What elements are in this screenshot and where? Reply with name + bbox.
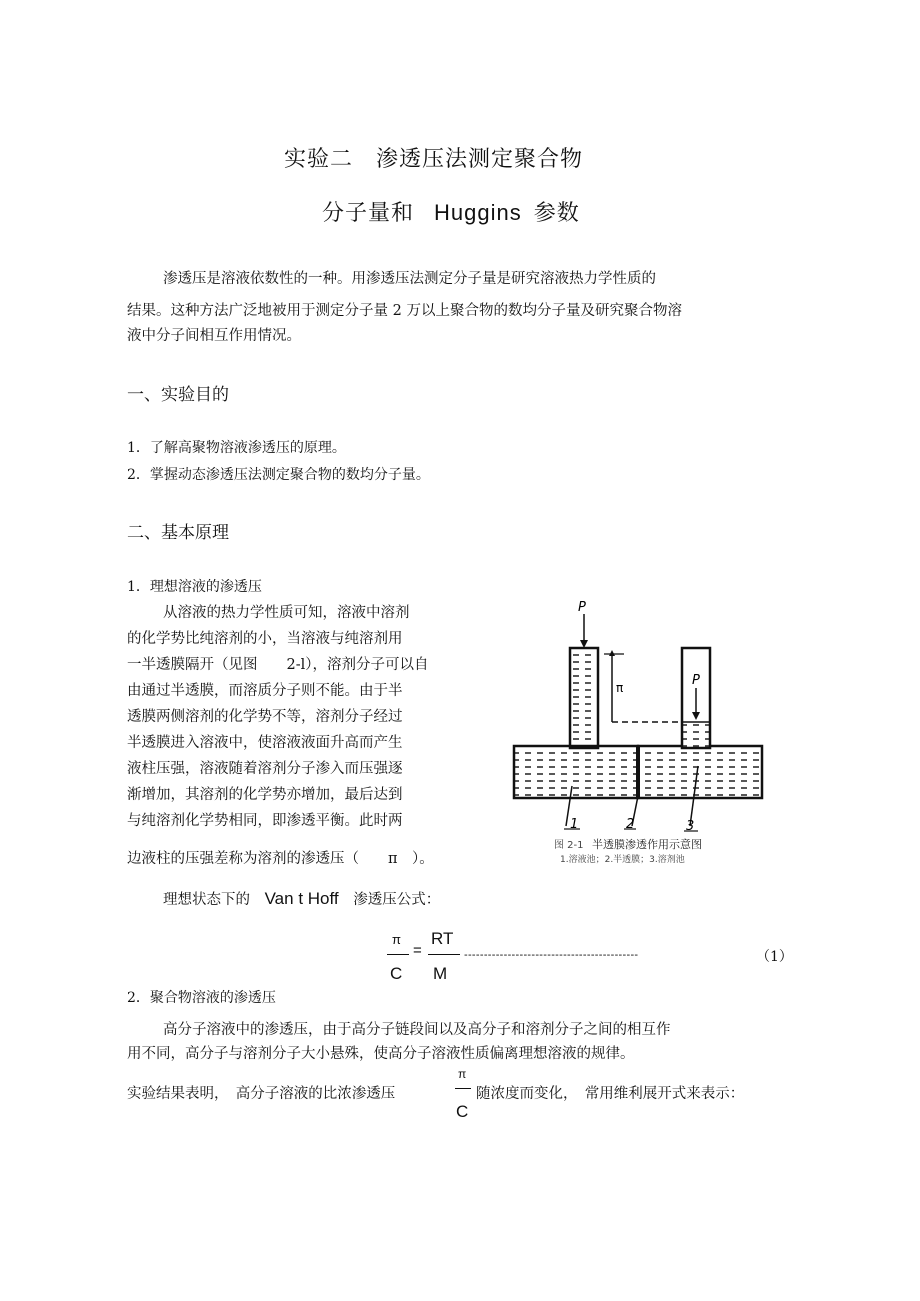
formula-equals: = xyxy=(413,942,422,959)
title-line-2-prefix: 分子量和 xyxy=(322,201,415,226)
subsection-2-heading: 2．聚合物溶液的渗透压 xyxy=(127,990,276,1006)
label-3: 3 xyxy=(686,819,695,834)
principle-line-5: 透膜两侧溶剂的化学势不等，溶剂分子经过 xyxy=(127,709,403,725)
label-2: 2 xyxy=(626,817,635,832)
solution-cell xyxy=(514,746,638,798)
label-1: 1 xyxy=(570,817,579,832)
formula-lhs-fraction-bar xyxy=(387,954,409,955)
solution-tube xyxy=(570,648,598,748)
intro-line-1: 渗透压是溶液依数性的一种。用渗透压法测定分子量是研究溶液热力学性质的 xyxy=(163,271,656,287)
formula-rhs-numerator: RT xyxy=(431,929,454,948)
vant-hoff-suffix: 渗透压公式： xyxy=(353,892,441,908)
vant-hoff-name: Van t Hoff xyxy=(264,889,339,908)
formula-rhs-denominator: M xyxy=(433,964,448,983)
section-1-heading: 一、实验目的 xyxy=(127,385,229,405)
principle-line-10: 边液柱的压强差称为溶剂的渗透压（ π ）。 xyxy=(127,851,434,867)
intro-line-2: 结果。这种方法广泛地被用于测定分子量 2 万以上聚合物的数均分子量及研究聚合物溶 xyxy=(127,303,682,319)
title-latin: Huggins xyxy=(434,200,522,225)
principle-line-7: 液柱压强，溶液随着溶剂分子渗入而压强逐 xyxy=(127,761,403,777)
osmosis-figure xyxy=(500,596,770,872)
solvent-cell xyxy=(638,746,762,798)
polymer-line-1: 高分子溶液中的渗透压，由于高分子链段间以及高分子和溶剂分子之间的相互作 xyxy=(163,1022,671,1038)
formula-lhs-denominator: C xyxy=(390,964,403,983)
formula-rhs-fraction-bar xyxy=(428,954,460,955)
principle-line-1: 从溶液的热力学性质可知，溶液中溶剂 xyxy=(163,605,410,621)
figure-caption-number: 图 2-1 xyxy=(554,840,584,851)
result-suffix: 随浓度而变化， 常用维利展开式来表示： xyxy=(476,1086,745,1102)
principle-line-3: 一半透膜隔开（见图 2-l），溶剂分子可以自 xyxy=(127,657,429,673)
intro-line-3: 液中分子间相互作用情况。 xyxy=(127,328,301,344)
principle-line-6: 半透膜进入溶液中，使溶液液面升高而产生 xyxy=(127,735,403,751)
result-fraction-bar xyxy=(455,1088,471,1089)
objective-item-1: 1．了解高聚物溶液渗透压的原理。 xyxy=(127,440,346,456)
label-p-right: P xyxy=(692,673,700,688)
subsection-1-heading: 1．理想溶液的渗透压 xyxy=(127,579,262,595)
figure-caption-title: 半透膜渗透作用示意图 xyxy=(592,838,702,851)
vant-hoff-prefix: 理想状态下的 xyxy=(163,892,250,908)
figure-caption-legend: 1.溶液池；2.半透膜；3.溶剂池 xyxy=(560,855,685,865)
formula-leader: -------------------------------------------- xyxy=(464,949,639,961)
formula-lhs-numerator: π xyxy=(392,932,401,947)
result-fraction-denominator: C xyxy=(456,1102,469,1121)
title-line-1: 实验二 渗透压法测定聚合物 xyxy=(284,147,584,172)
section-2-heading: 二、基本原理 xyxy=(127,523,229,543)
title-line-2-suffix: 参数 xyxy=(533,201,580,226)
solvent-tube-liquid xyxy=(683,722,709,747)
principle-line-4: 由通过半透膜，而溶质分子则不能。由于半 xyxy=(127,683,403,699)
vant-hoff-line xyxy=(163,886,440,913)
principle-line-8: 渐增加，其溶剂的化学势亦增加，最后达到 xyxy=(127,787,403,803)
result-fraction-numerator: π xyxy=(458,1067,467,1081)
polymer-line-2: 用不同，高分子与溶剂分子大小悬殊，使高分子溶液性质偏离理想溶液的规律。 xyxy=(127,1046,635,1062)
label-pi: π xyxy=(616,681,624,695)
objective-item-2: 2．掌握动态渗透压法测定聚合物的数均分子量。 xyxy=(127,467,430,483)
formula-number: （1） xyxy=(756,949,793,965)
principle-line-2: 的化学势比纯溶剂的小，当溶液与纯溶剂用 xyxy=(127,631,403,647)
result-prefix: 实验结果表明， 高分子溶液的比浓渗透压 xyxy=(127,1086,396,1102)
principle-line-9: 与纯溶剂化学势相同，即渗透平衡。此时两 xyxy=(127,813,403,829)
title-line-2 xyxy=(322,196,580,227)
label-p-left: P xyxy=(578,600,586,615)
